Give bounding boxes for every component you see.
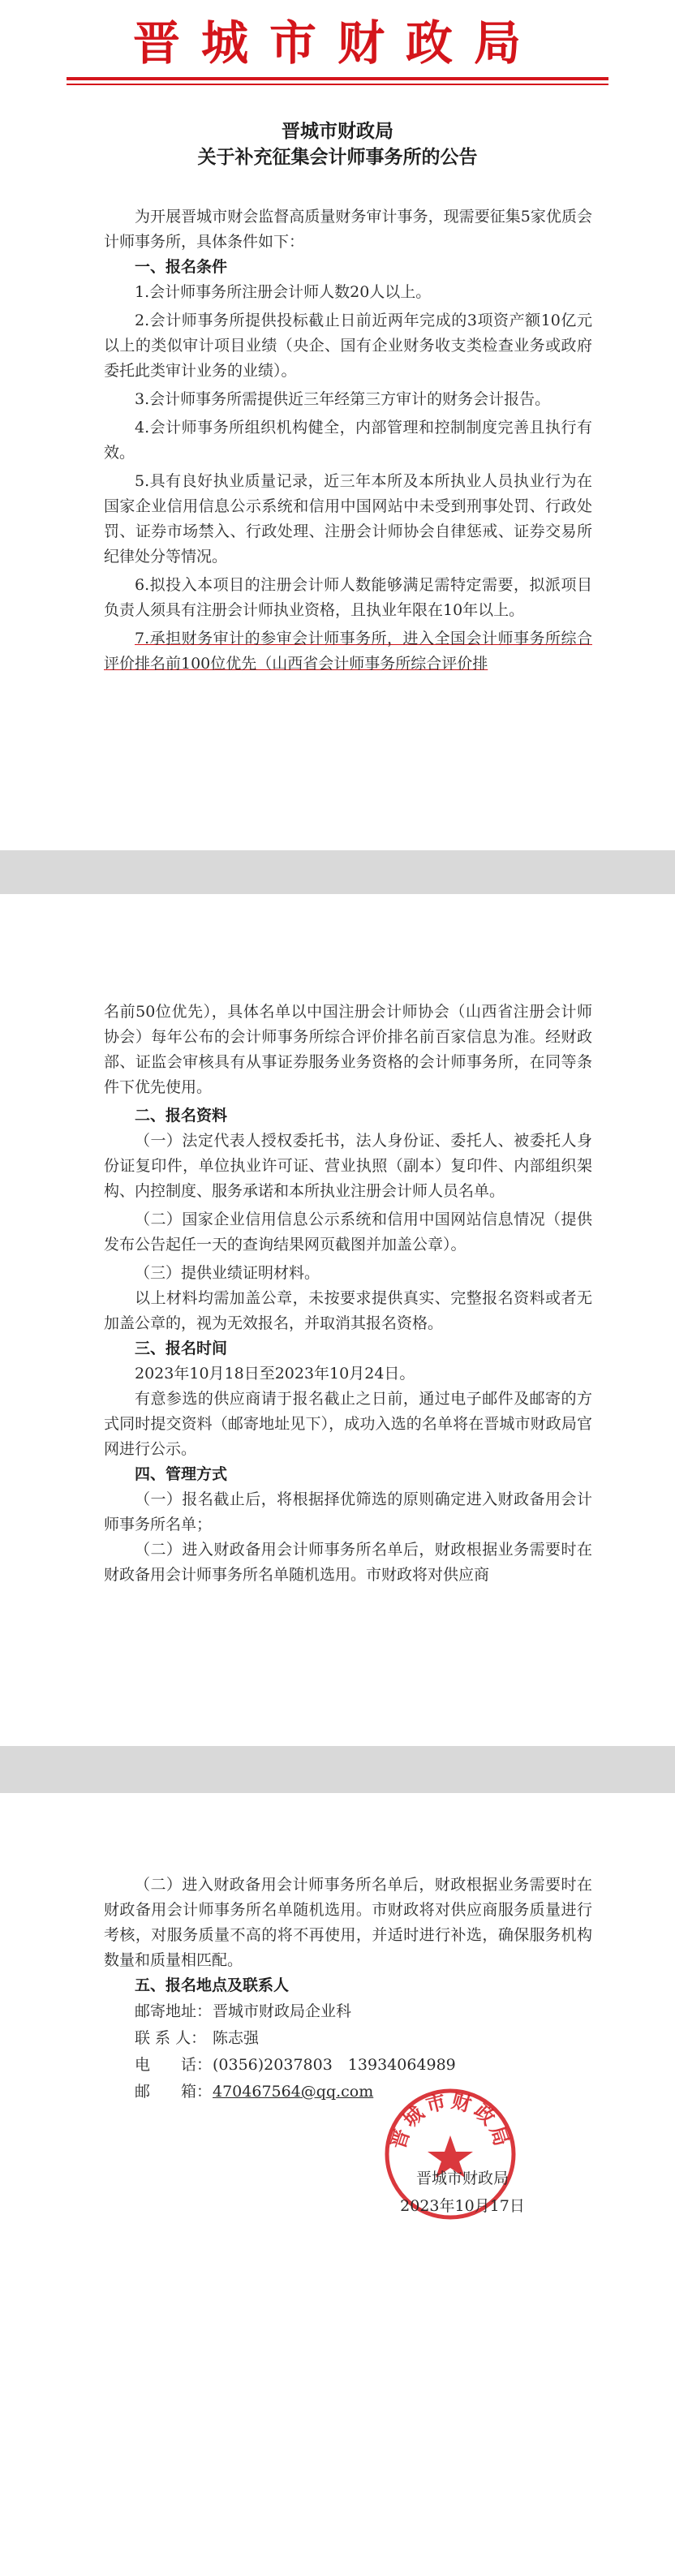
section-heading-5: 五、报名地点及联系人	[135, 1976, 290, 1994]
condition-item-6: 6.拟投入本项目的注册会计师人数能够满足需特定需要，拟派项目负责人须具有注册会计师执业资格，且执业年限在10年以上。	[104, 576, 592, 619]
letterhead-rule-thin	[67, 84, 608, 85]
contact-person-value: 陈志强	[213, 2029, 260, 2047]
management-item-2-full: （二）进入财政备用会计师事务所名单后，财政根据业务需要时在财政备用会计师事务所名单随机选用。市财政将对供应商服务质量进行考核，对服务质量不高的将不再使用，并适时进行补选，确保服务机构数量和质量相匹配。	[104, 1876, 592, 1969]
material-item-2: （二）国家企业信用信息公示系统和信用中国网站信息情况（提供发布公告起任一天的查询结果网页截图并加盖公章）。	[104, 1211, 592, 1254]
signature-date: 2023年10月17日	[400, 2197, 525, 2215]
page1-body	[104, 204, 592, 677]
condition-item-7-part2: 名前50位优先），具体名单以中国注册会计师协会（山西省注册会计师协会）每年公布的会计师事务所综合评价排名前百家信息为准。经财政部、证监会审核具有从事证券服务业务资格的会计师事务所，在同等条件下优先使用。	[104, 1003, 592, 1096]
page3-body	[104, 1873, 592, 2105]
contact-phone	[104, 2052, 592, 2079]
document-page-2	[0, 894, 675, 1746]
document-page-1	[0, 0, 675, 850]
condition-item-3: 3.会计师事务所需提供近三年经第三方审计的财务会计报告。	[135, 390, 551, 408]
condition-item-1: 1.会计师事务所注册会计师人数20人以上。	[135, 283, 432, 301]
condition-item-5: 5.具有良好执业质量记录，近三年本所及本所执业人员执业行为在国家企业信用信息公示系统和信用中国网站中未受到刑事处罚、行政处罚、证券市场禁入、行政处理、注册会计师协会自律惩戒、证券交易所纪律处分等情况。	[104, 472, 592, 566]
management-item-2-part1: （二）进入财政备用会计师事务所名单后，财政根据业务需要时在财政备用会计师事务所名单随机选用。市财政将对供应商	[104, 1541, 592, 1584]
section-heading-4: 四、管理方式	[135, 1465, 228, 1483]
contact-person	[104, 2025, 592, 2052]
contact-phone-label: 电 话：	[135, 2056, 213, 2074]
contact-email-label: 邮 箱：	[135, 2083, 213, 2101]
condition-item-2: 2.会计师事务所提供投标截止日前近两年完成的3项资产额10亿元以上的类似审计项目业绩（央企、国有企业财务收支类检查业务或政府委托此类审计业务的业绩）。	[104, 312, 592, 380]
contact-address-label: 邮寄地址：	[135, 2002, 213, 2020]
page2-body	[104, 1000, 592, 1588]
contact-address-value: 晋城市财政局企业科	[213, 2002, 352, 2020]
letterhead-rule-thick	[67, 77, 608, 80]
svg-text:晋城市财政局: 晋城市财政局	[386, 2089, 514, 2152]
condition-item-7-part1: 7.承担财务审计的参审会计师事务所，进入全国会计师事务所综合评价排名前100位优先（山西省会计师事务所综合评价排	[104, 630, 592, 673]
section-heading-3: 三、报名时间	[135, 1340, 228, 1357]
announcement-title-line1: 晋城市财政局	[282, 120, 393, 142]
document-page-3	[0, 1793, 675, 2576]
condition-item-4: 4.会计师事务所组织机构健全，内部管理和控制制度完善且执行有效。	[104, 419, 592, 462]
announcement-title-line2: 关于补充征集会计师事务所的公告	[197, 146, 478, 168]
contact-email-link[interactable]: 470467564@qq.com	[213, 2083, 374, 2101]
contact-person-label: 联 系 人：	[135, 2029, 207, 2047]
intro-paragraph: 为开展晋城市财会监督高质量财务审计事务，现需要征集5家优质会计师事务所，具体条件如下：	[104, 208, 592, 251]
time-instructions: 有意参选的供应商请于报名截止之日前，通过电子邮件及邮寄的方式同时提交资料（邮寄地址见下），成功入选的名单将在晋城市财政局官网进行公示。	[104, 1390, 592, 1458]
time-range: 2023年10月18日至2023年10月24日。	[135, 1365, 415, 1383]
section-heading-2: 二、报名资料	[135, 1107, 228, 1125]
material-note: 以上材料均需加盖公章，未按要求提供真实、完整报名资料或者无加盖公章的，视为无效报名，并取消其报名资格。	[104, 1289, 592, 1332]
material-item-1: （一）法定代表人授权委托书，法人身份证、委托人、被委托人身份证复印件，单位执业许可证、营业执照（副本）复印件、内部组织架构、内控制度、服务承诺和本所执业注册会计师人员名单。	[104, 1132, 592, 1200]
section-heading-1: 一、报名条件	[135, 258, 228, 276]
management-item-1: （一）报名截止后，将根据择优筛选的原则确定进入财政备用会计师事务所名单；	[104, 1490, 592, 1533]
signature-org: 晋城市财政局	[415, 2170, 509, 2187]
letterhead-title: 晋城市财政局	[132, 15, 542, 71]
contact-phone-value: (0356)2037803 13934064989	[213, 2056, 456, 2074]
contact-address	[104, 1998, 592, 2025]
material-item-3: （三）提供业绩证明材料。	[135, 1264, 320, 1282]
